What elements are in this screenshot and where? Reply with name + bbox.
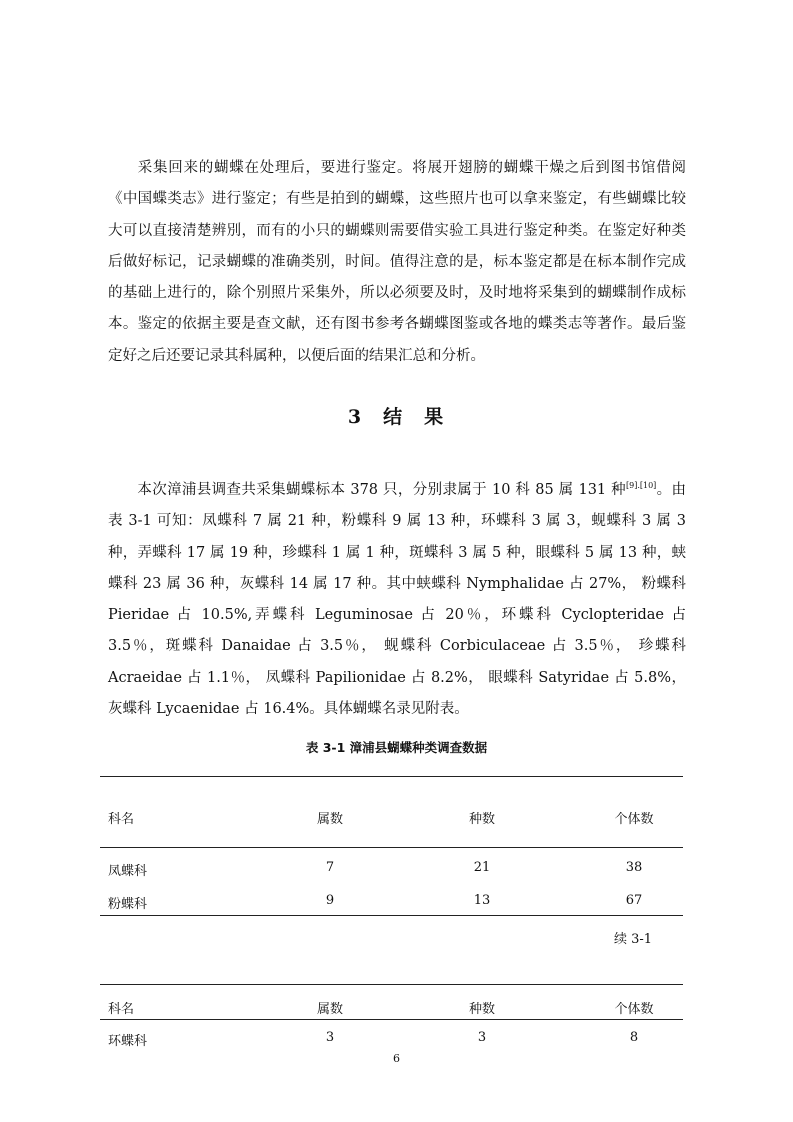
table-row-1-family: 凤蝶科 [108,864,148,879]
cont-table-header-genera: 属数 [317,1002,344,1017]
table-row-2-species: 13 [473,893,491,908]
table-top-rule [100,776,683,777]
cont-table-row-1-species: 3 [477,1030,487,1045]
paragraph-identification-text: 采集回来的蝴蝶在处理后，要进行鉴定。将展开翅膀的蝴蝶干燥之后到图书馆借阅《中国蝶类志》进行鉴定；有些是拍到的蝴蝶，这些照片也可以拿来鉴定，有些蝴蝶比较大可以直接清楚辨別，而有的小只的蝴蝶则需要借实验工具进行鉴定种类。在鉴定好种类后做好标记，记录蝴蝶的准确类别，时间。值得注意的是，标本鉴定都是在标本制作完成的基础上进行的，除个别照片采集外，所以必须要及时，及时地将采集到的蝴蝶制作成标本。鉴定的依据主要是查文献，还有图书参考各蝴蝶图鉴或各地的蝶类志等著作。最后鉴定好之后还要记录其科属种，以便后面的结果汇总和分析。 [108,160,686,364]
table-header-genera: 属数 [317,812,344,827]
cont-table-top-rule [100,984,683,985]
paragraph-identification [108,153,686,372]
section-number: 3 [347,406,364,428]
table-row-1-individuals: 38 [625,860,643,875]
paragraph-results-text-2: 。由表 3-1 可知：凤蝶科 7 属 21 种，粉蝶科 9 属 13 种，环蝶科 3 属 3，蚬蝶科 3 属 3 种，弄蝶科 17 属 19 种，珍蝶科 1 属 1 种，斑蝶科 3 属 5 种，眼蝶科 5 属 13 种，蛱蝶科 23 属 36 种，灰蝶科 14 属 17 种。其中蛱蝶科 Nymphalidae 占 27%， 粉蝶科 Pieridae 占 10.5%,弄蝶科 Leguminosae 占 20％，环蝶科 Cyclopteridae 占 3.5％，斑蝶科 Danaidae 占 3.5％， 蚬蝶科 Corbiculaceae 占 3.5％， 珍蝶科 Acraeidae 占 1.1％， 凤蝶科 Papilionidae 占 8.2%， 眼蝶科 Satyridae 占 5.8%，灰蝶科 Lycaenidae 占 16.4%。具体蝴蝶名录见附表。 [108,482,686,718]
table-continued-label: 续 3-1 [614,932,653,947]
table-row-2-individuals: 67 [625,893,643,908]
section-title-char-2: 果 [424,406,446,428]
citation-reference: [9].[10] [625,481,657,491]
cont-table-header-rule [100,1019,683,1020]
table-row-1-species: 21 [473,860,491,875]
table-row-1-genera: 7 [325,860,335,875]
table-row-2-family: 粉蝶科 [108,897,148,912]
table-caption: 表 3-1 漳浦县蝴蝶种类调查数据 [305,740,488,755]
cont-table-row-1-genera: 3 [325,1030,335,1045]
table-header-species: 种数 [468,812,495,827]
cont-table-header-family: 科名 [108,1002,135,1017]
cont-table-header-species: 种数 [468,1002,495,1017]
page-number: 6 [393,1052,400,1065]
cont-table-header-individuals: 个体数 [614,1002,654,1017]
cont-table-row-1-individuals: 8 [629,1030,639,1045]
paragraph-results-text-1: 本次漳浦县调查共采集蝴蝶标本 378 只，分别隶属于 10 科 85 属 131 种 [137,482,626,498]
table-header-rule [100,847,683,848]
section-heading-results [0,402,793,429]
cont-table-row-1-family: 环蝶科 [108,1034,148,1049]
table-bottom-rule [100,915,683,916]
table-header-family: 科名 [108,812,135,827]
section-title-char-1: 结 [383,406,405,428]
paragraph-results [108,475,686,725]
table-header-individuals: 个体数 [614,812,654,827]
table-row-2-genera: 9 [325,893,335,908]
